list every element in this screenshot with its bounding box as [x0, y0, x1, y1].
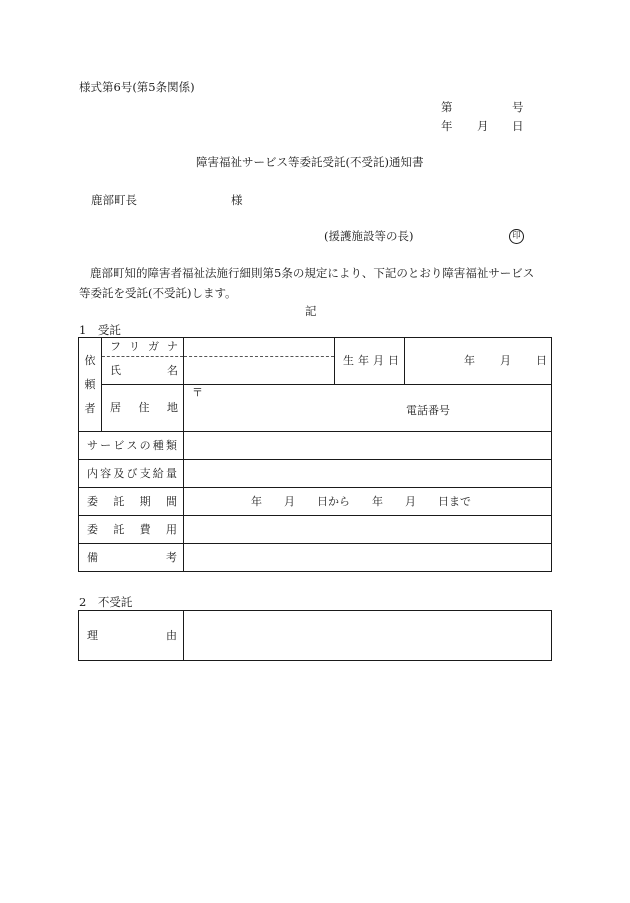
label-char: 日 — [388, 354, 399, 368]
seal-mark: 印 — [509, 229, 524, 244]
label-char: サ — [87, 438, 98, 452]
label-char: ナ — [167, 340, 178, 354]
document-number-suffix: 号 — [512, 100, 524, 114]
label-char: 間 — [165, 494, 177, 508]
requester-char-1: 依 — [84, 353, 96, 367]
label-char: 住 — [138, 401, 150, 415]
label-char: 氏 — [110, 363, 121, 377]
content-amount-label-cell — [79, 460, 184, 488]
service-type-label — [79, 439, 183, 452]
label-char: リ — [129, 340, 140, 354]
section-2-heading: 2 不受託 — [79, 595, 133, 609]
address-label — [102, 401, 183, 414]
date-month-label: 月 — [477, 119, 489, 133]
period-label-cell — [79, 488, 184, 516]
label-char: フ — [110, 340, 121, 354]
fee-input[interactable] — [184, 516, 552, 544]
label-char: 及 — [113, 466, 125, 480]
label-char: ビ — [113, 438, 125, 452]
form-number: 様式第6号(第5条関係) — [79, 80, 195, 94]
label-char: 地 — [167, 401, 178, 415]
postal-mark: 〒 — [192, 386, 203, 399]
period-label — [79, 495, 183, 508]
remarks-label — [79, 551, 183, 564]
label-char: 考 — [166, 550, 177, 564]
birthdate-month-label: 月 — [500, 354, 511, 367]
reason-label-cell — [79, 611, 184, 661]
addressee-honorific: 様 — [231, 193, 243, 207]
name-label-cell — [102, 357, 184, 385]
address-label-cell — [102, 385, 184, 432]
service-type-label-cell — [79, 432, 184, 460]
label-char: 年 — [358, 354, 369, 368]
birthdate-year-label: 年 — [464, 354, 475, 367]
label-char: 類 — [165, 438, 177, 452]
furigana-input[interactable] — [184, 338, 335, 357]
birthdate-label — [335, 354, 404, 367]
requester-char-2: 頼 — [84, 377, 96, 391]
label-char: 月 — [373, 354, 384, 368]
requester-char-3: 者 — [84, 401, 96, 415]
label-char: ー — [100, 438, 112, 452]
period-input[interactable] — [184, 488, 552, 516]
label-char: 名 — [167, 363, 178, 377]
label-char: 由 — [166, 628, 177, 642]
fee-label — [79, 523, 183, 536]
label-char: 備 — [87, 550, 98, 564]
label-char: び — [126, 466, 138, 480]
addressee-name: 鹿部町長 — [91, 193, 137, 207]
phone-label: 電話番号 — [406, 404, 450, 417]
rejection-table — [78, 610, 552, 661]
requester-label — [79, 338, 102, 432]
label-char: 費 — [139, 522, 151, 536]
label-char: 委 — [87, 522, 98, 536]
body-text-line-1: 鹿部町知的障害者福祉法施行細則第5条の規定により、下記のとおり障害福祉サービス — [90, 266, 535, 280]
label-char: 量 — [165, 466, 177, 480]
label-char: 委 — [87, 494, 98, 508]
document-number-prefix: 第 — [441, 100, 453, 114]
name-label — [102, 364, 183, 377]
label-char: 居 — [110, 401, 121, 415]
content-amount-label — [79, 467, 183, 480]
furigana-label — [102, 340, 183, 353]
ki-heading: 記 — [305, 304, 317, 318]
label-char: 支 — [139, 466, 151, 480]
service-type-input[interactable] — [184, 432, 552, 460]
label-char: 種 — [152, 438, 164, 452]
label-char: の — [139, 438, 151, 452]
label-char: 期 — [139, 494, 151, 508]
label-char: 生 — [343, 354, 354, 368]
sender-label: (援護施設等の長) — [324, 229, 414, 243]
acceptance-table — [78, 337, 552, 572]
label-char: ス — [126, 438, 138, 452]
address-input[interactable] — [184, 385, 552, 432]
label-char: 用 — [165, 522, 177, 536]
remarks-label-cell — [79, 544, 184, 572]
furigana-label-cell — [102, 338, 184, 357]
fee-label-cell — [79, 516, 184, 544]
label-char: 給 — [152, 466, 164, 480]
birthdate-day-label: 日 — [536, 354, 547, 367]
date-day-label: 日 — [512, 119, 524, 133]
name-input[interactable] — [184, 357, 335, 385]
birthdate-input[interactable] — [405, 338, 552, 385]
label-char: 理 — [87, 628, 98, 642]
document-title: 障害福祉サービス等委託受託(不受託)通知書 — [196, 155, 424, 169]
period-value: 年 月 日から 年 月 日まで — [251, 494, 471, 508]
birthdate-label-cell — [335, 338, 405, 385]
label-char: 託 — [113, 494, 125, 508]
reason-label — [79, 629, 183, 642]
content-amount-input[interactable] — [184, 460, 552, 488]
label-char: 託 — [113, 522, 125, 536]
reason-input[interactable] — [184, 611, 552, 661]
remarks-input[interactable] — [184, 544, 552, 572]
date-year-label: 年 — [441, 119, 453, 133]
section-1-heading: 1 受託 — [79, 323, 121, 337]
label-char: ガ — [148, 340, 159, 354]
label-char: 内 — [87, 466, 98, 480]
label-char: 容 — [100, 466, 112, 480]
body-text-line-2: 等委託を受託(不受託)します。 — [79, 286, 237, 300]
